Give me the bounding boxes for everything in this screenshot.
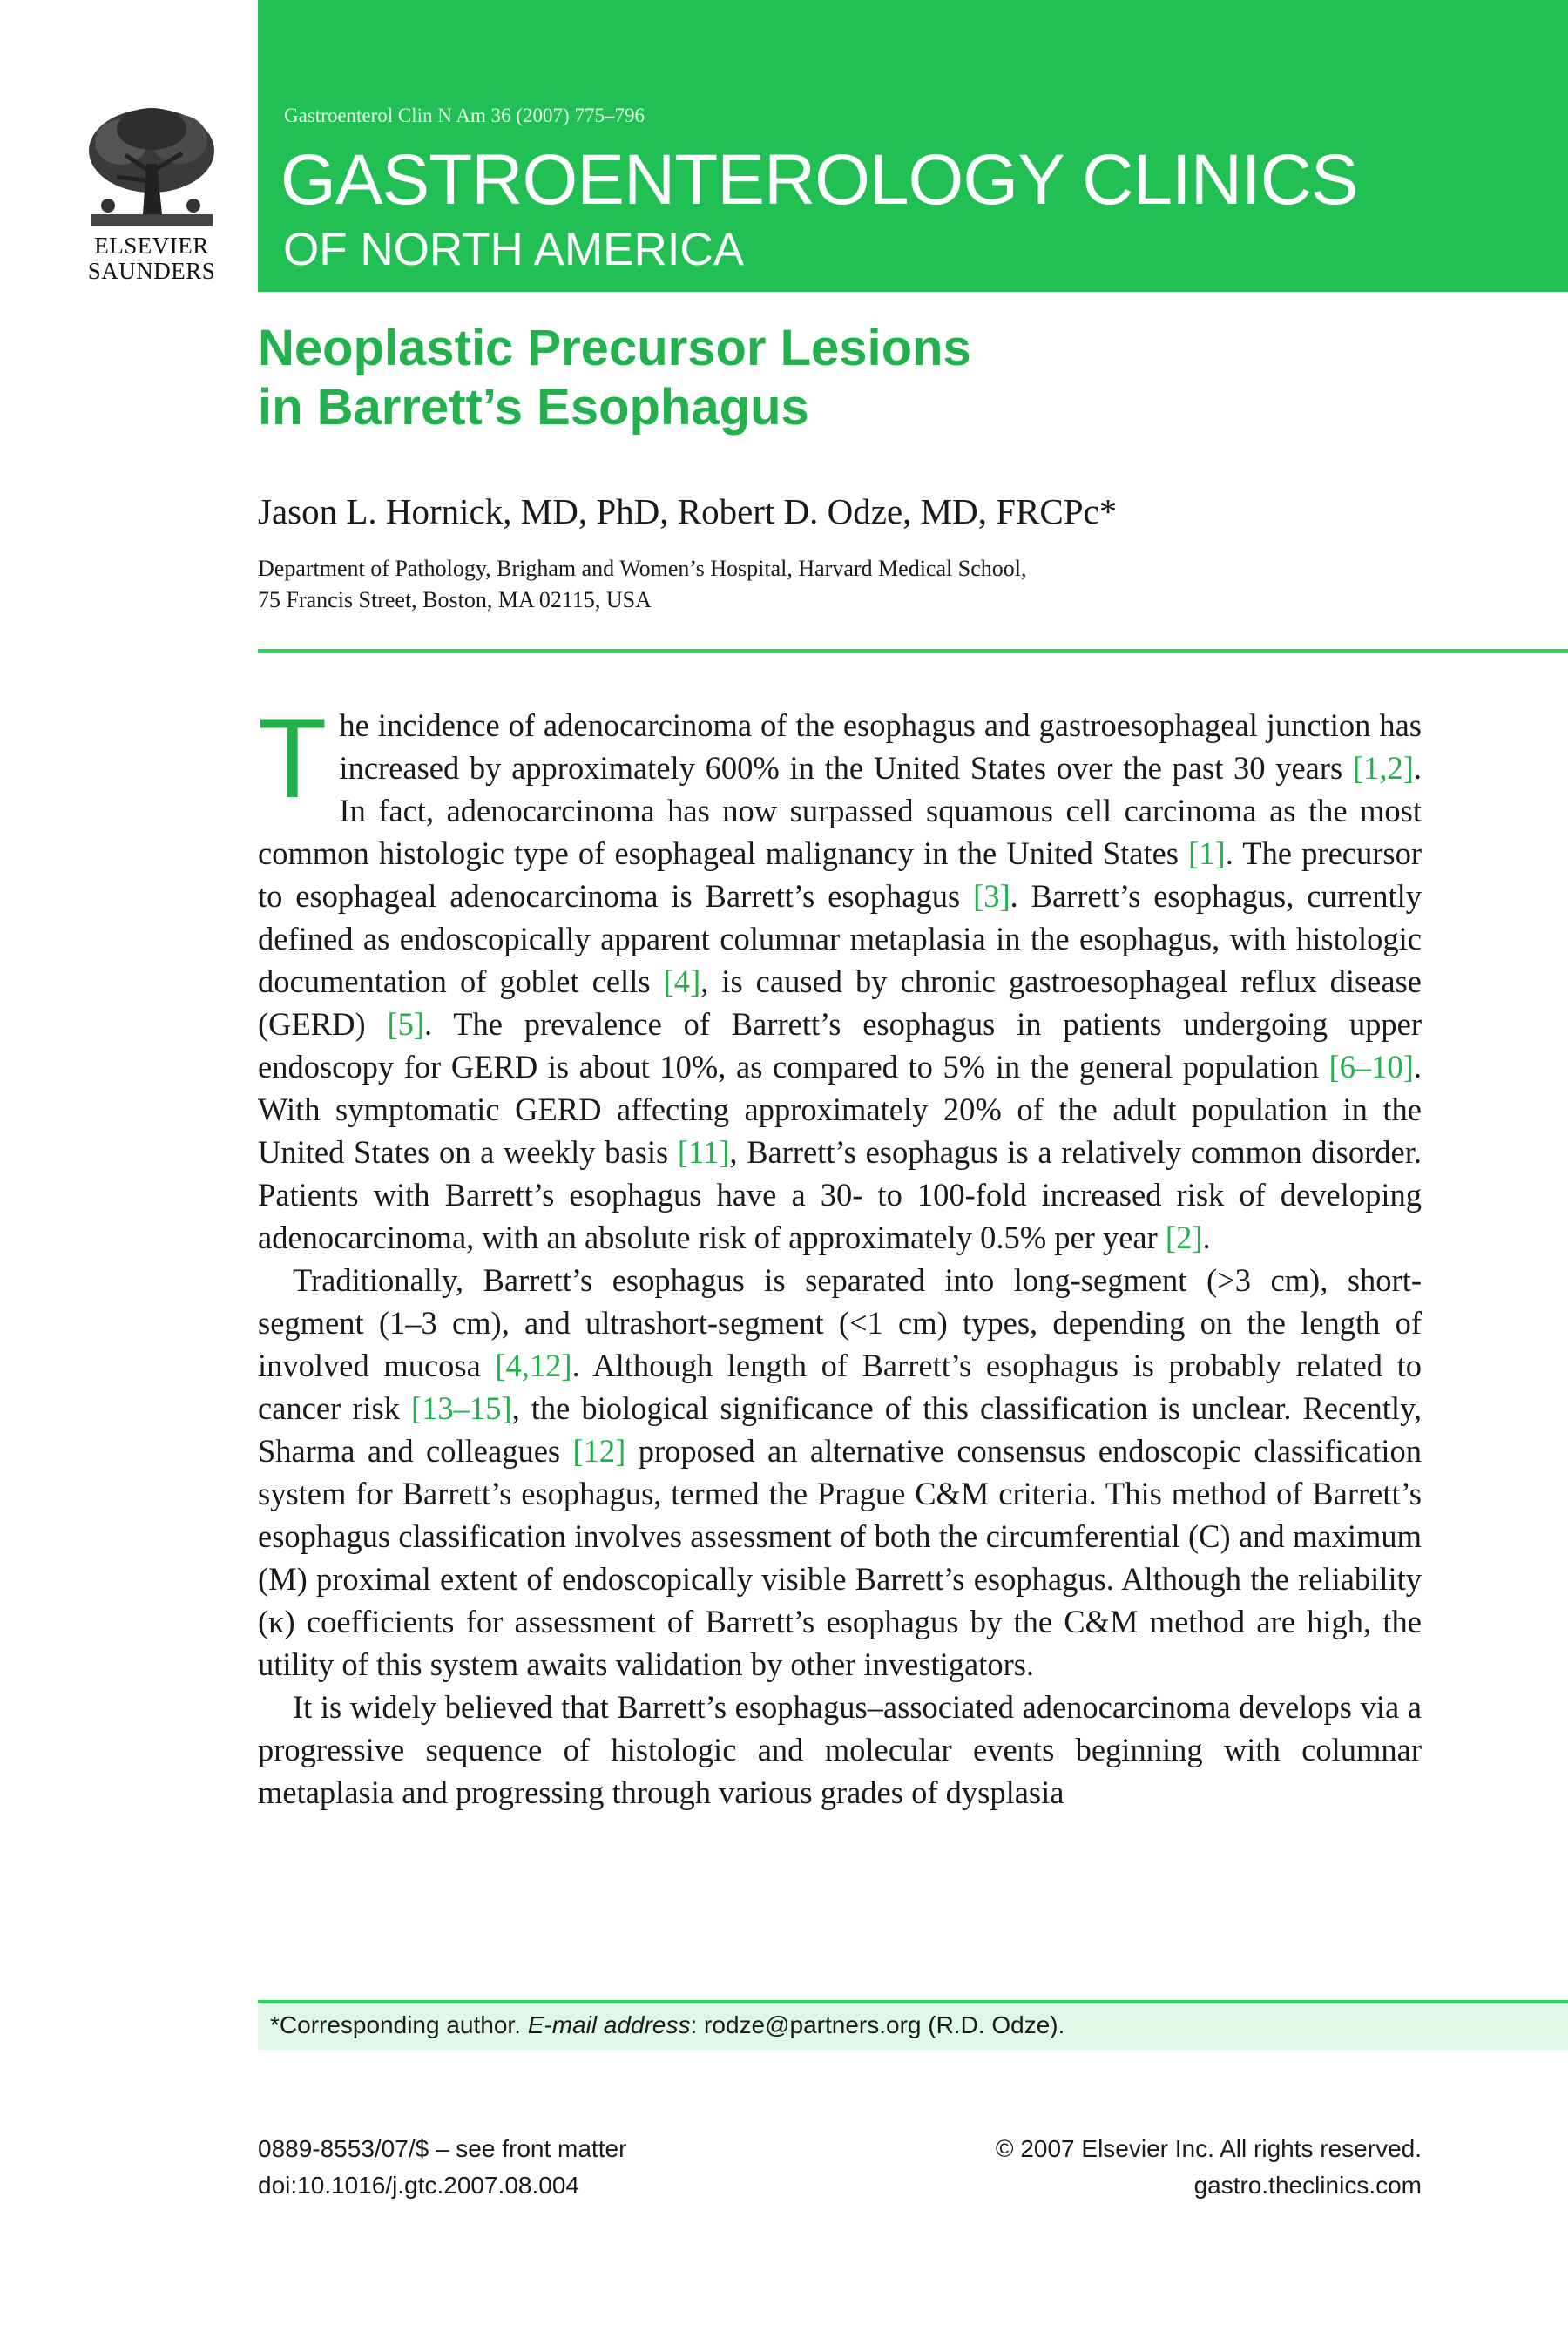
citation-link[interactable]: [2] (1165, 1220, 1203, 1255)
article-body (258, 694, 1423, 1814)
citation-link[interactable]: [4] (663, 963, 701, 999)
journal-website: gastro.theclinics.com (1193, 2172, 1422, 2199)
issn: 0889-8553/07/$ – see front matter (258, 2135, 627, 2162)
citation-link[interactable]: [5] (387, 1006, 425, 1042)
article-authors: Jason L. Hornick, MD, PhD, Robert D. Odze, MD, FRCPc* (258, 491, 1118, 531)
citation-link[interactable]: [3] (973, 878, 1010, 914)
journal-citation: Gastroenterol Clin N Am 36 (2007) 775–796 (284, 105, 645, 126)
email-label: E-mail address (527, 2011, 691, 2038)
affiliation-line-2: 75 Francis Street, Boston, MA 02115, USA (258, 587, 652, 612)
footnote-text: *Corresponding author. E-mail address: rodze@partners.org (R.D. Odze). (270, 2011, 1065, 2038)
citation-link[interactable]: [11] (677, 1134, 730, 1170)
journal-title: GASTROENTEROLOGY CLINICS (280, 140, 1358, 220)
publisher-imprint: SAUNDERS (87, 258, 216, 284)
footer-rights (996, 2131, 1422, 2204)
journal-subtitle: OF NORTH AMERICA (283, 224, 745, 275)
citation-link[interactable]: [13–15] (411, 1390, 512, 1426)
affiliation-line-1: Department of Pathology, Brigham and Women’s Hospital, Harvard Medical School, (258, 556, 1027, 581)
publisher-logo (70, 103, 233, 284)
citation-link[interactable]: [6–10] (1328, 1049, 1414, 1085)
body-paragraph-1: The incidence of adenocarcinoma of the esophagus and gastroesophageal junction has increased by approximately 600% in the United States over the past 30 years [1,2]. In fact, adenocarcinoma has now surpassed squamous cell carcinoma as the most common histologic type of esophageal malignancy in the United States [1]. The precursor to esophageal adenocarcinoma is Barrett’s esophagus [3]. Barrett’s esophagus, currently defined as endoscopically apparent columnar metaplasia in the esophagus, with histologic documentation of goblet cells [4], is caused by chronic gastroesophageal reflux disease (GERD) [5]. The prevalence of Barrett’s esophagus in patients undergoing upper endoscopy for GERD is about 10%, as compared to 5% in the general population [6–10]. With symptomatic GERD affecting approximately 20% of the adult population in the United States on a weekly basis [11], Barrett’s esophagus is a relatively common disorder. Patients with Barrett’s esophagus have a 30- to 100-fold increased risk of developing adenocarcinoma, with an absolute risk of approximately 0.5% per year [2]. (258, 694, 1423, 1255)
citation-link[interactable]: [1] (1188, 835, 1226, 871)
drop-cap: T (258, 694, 328, 821)
citation-link[interactable]: [4,12] (495, 1348, 572, 1383)
header-divider (258, 649, 1568, 653)
footer-identifiers (258, 2131, 626, 2204)
copyright: © 2007 Elsevier Inc. All rights reserved. (995, 2135, 1422, 2162)
doi: doi:10.1016/j.gtc.2007.08.004 (258, 2172, 579, 2199)
citation-link[interactable]: [1,2] (1352, 750, 1414, 786)
corresponding-author-footnote (258, 2000, 1568, 2050)
author-affiliation (258, 553, 1026, 616)
elsevier-tree-icon (82, 103, 221, 233)
body-paragraph-3: It is widely believed that Barrett’s esophagus–associated adenocarcinoma develops via a progressive sequence of histologic and molecular events beginning with columnar metaplasia and progressing through various grades of dysplasia (258, 1689, 1422, 1810)
citation-link[interactable]: [12] (572, 1433, 626, 1469)
author-email: : rodze@partners.org (R.D. Odze). (690, 2011, 1065, 2038)
publisher-name: ELSEVIER (94, 233, 209, 259)
article-title (258, 319, 971, 437)
article-title-line-2: in Barrett’s Esophagus (258, 379, 809, 436)
body-paragraph-2: Traditionally, Barrett’s esophagus is separated into long-segment (>3 cm), short-segment (1–3 cm), and ultrashort-segment (<1 cm) types, depending on the length of involved mucosa [4,12]. Although length of Barrett’s esophagus is probably related to cancer risk [13–15], the biological significance of this classification is unclear. Recently, Sharma and colleagues [12] proposed an alternative consensus endoscopic classification system for Barrett’s esophagus, termed the Prague C&M criteria. This method of Barrett’s esophagus classification involves assessment of both the circumferential (C) and maximum (M) proximal extent of endoscopically visible Barrett’s esophagus. Although the reliability (κ) coefficients for assessment of Barrett’s esophagus by the C&M method are high, the utility of this system awaits validation by other investigators. (258, 1262, 1422, 1682)
article-title-line-1: Neoplastic Precursor Lesions (258, 320, 971, 376)
